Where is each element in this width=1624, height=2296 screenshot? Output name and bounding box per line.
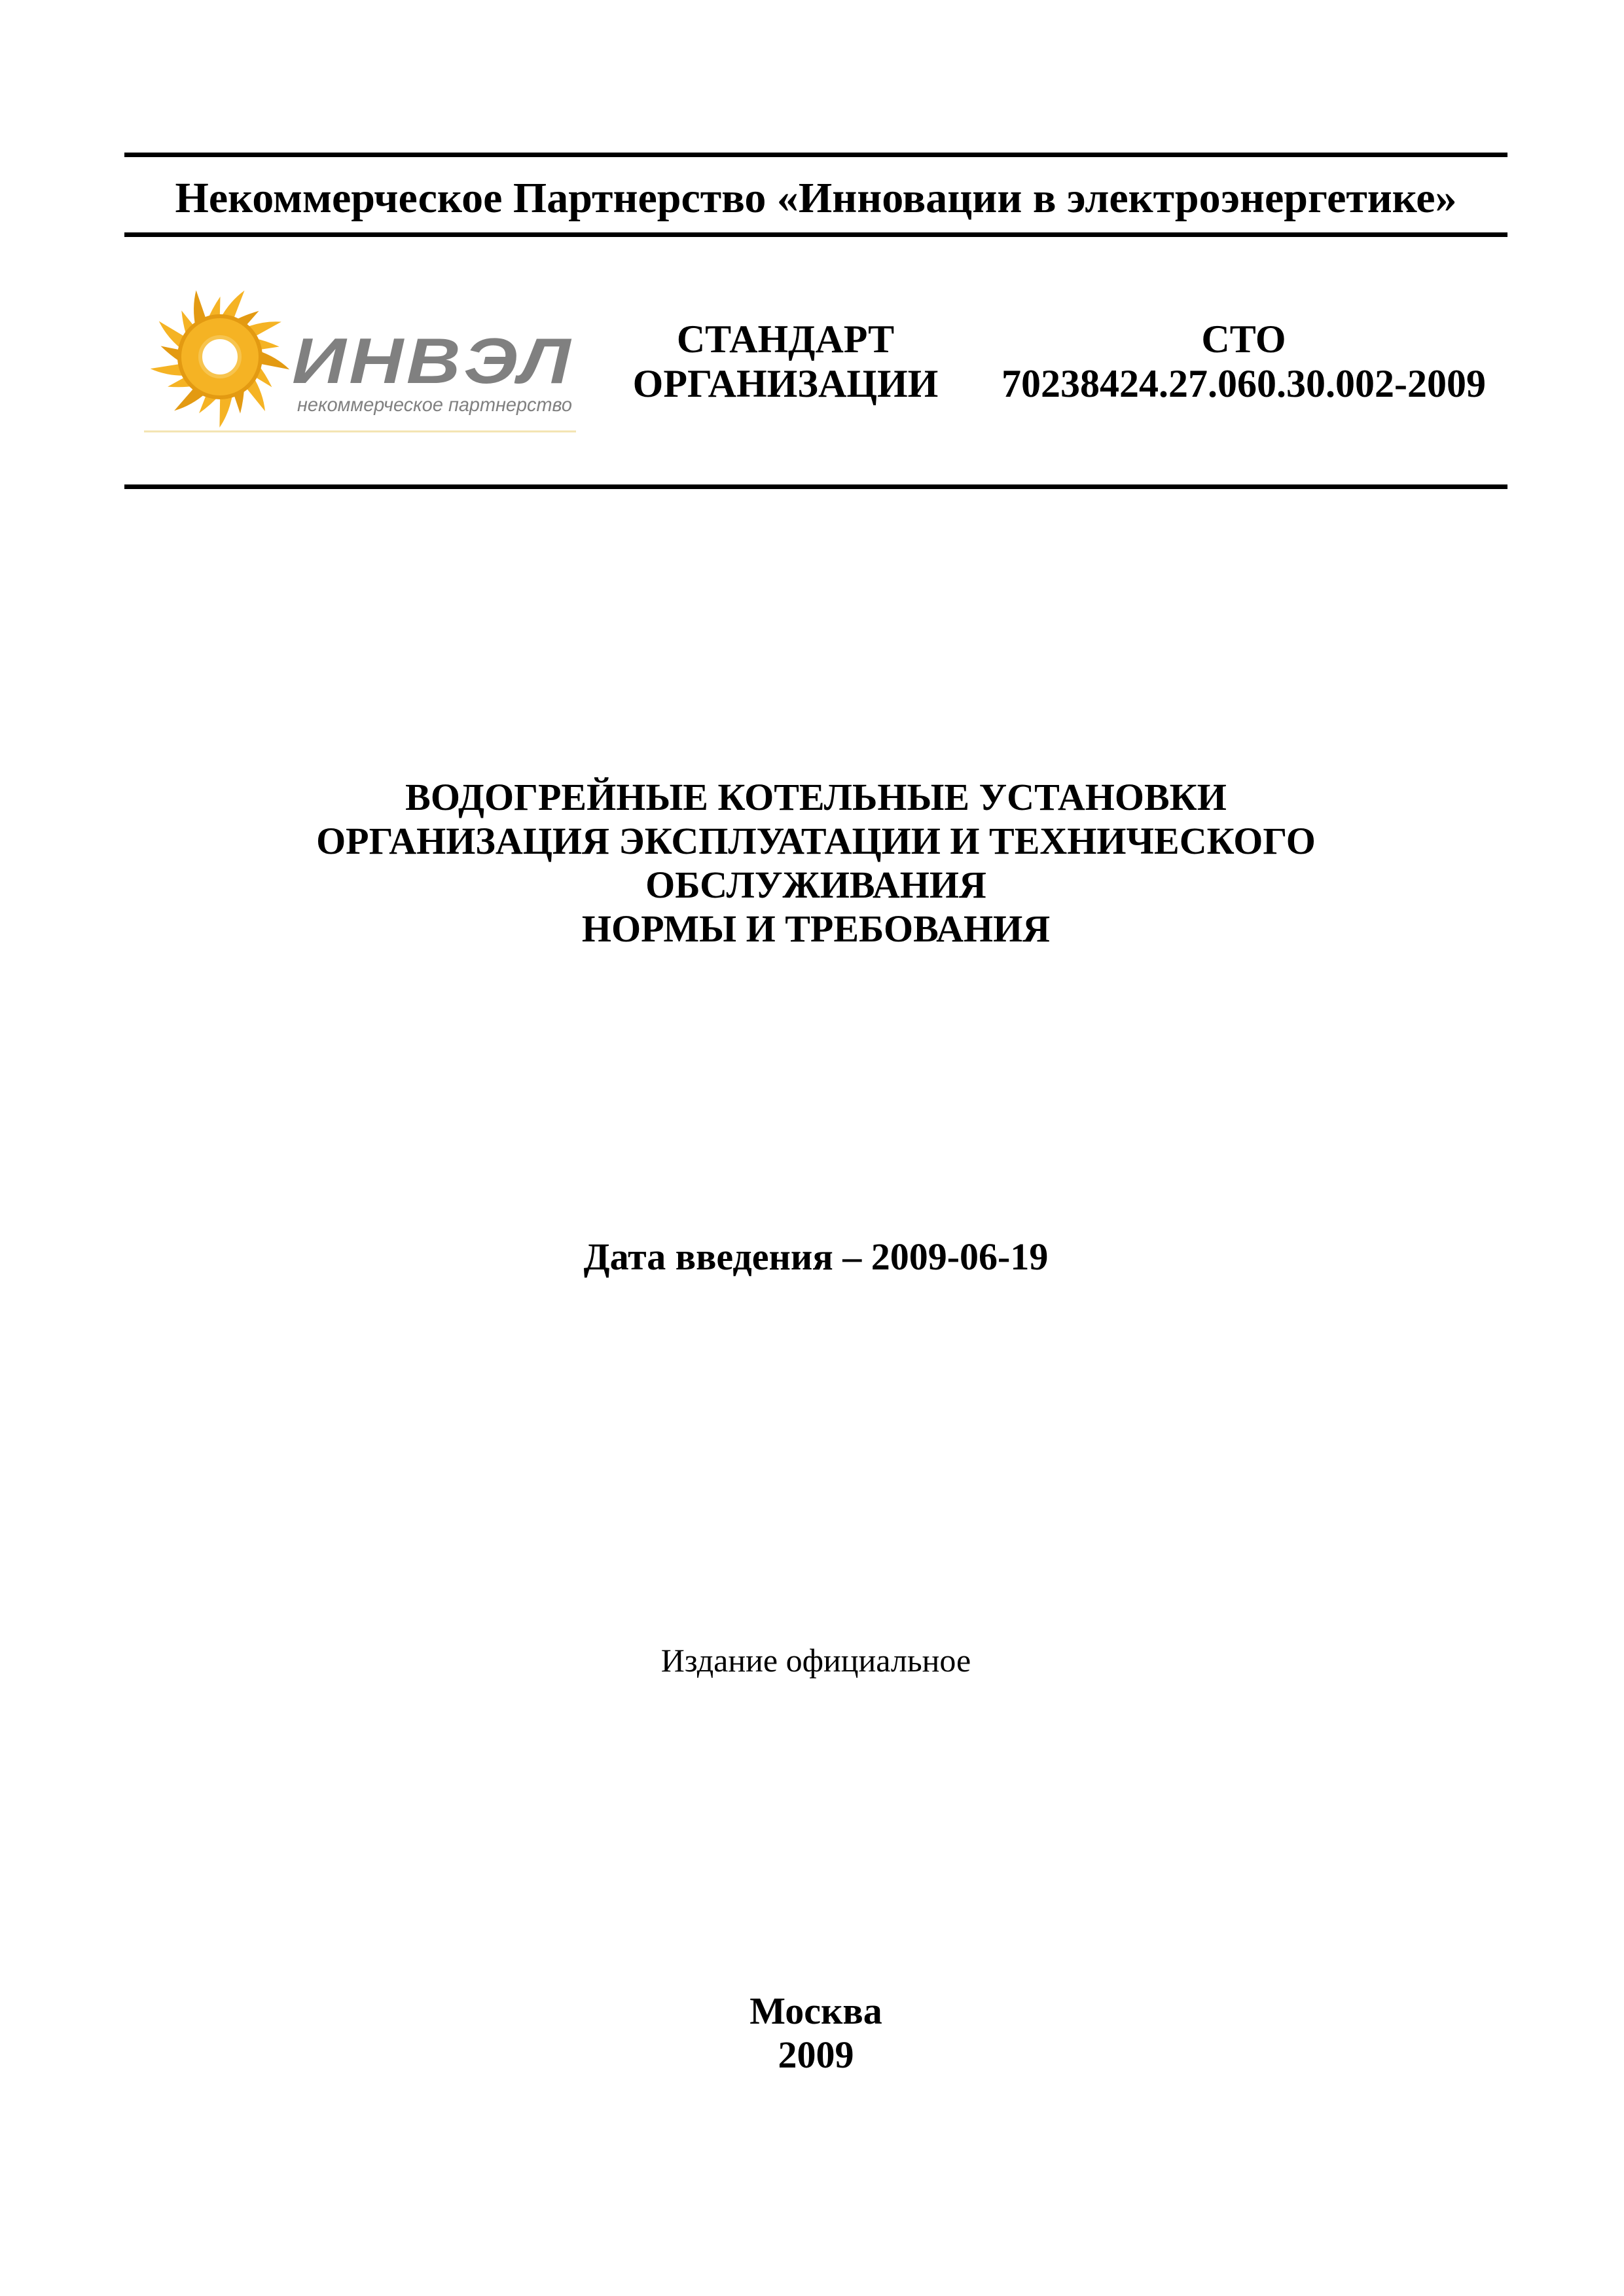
publication-city: Москва (749, 1990, 882, 2032)
header-section-rule (124, 484, 1507, 489)
introduction-date: Дата введения – 2009-06-19 (583, 1235, 1049, 1278)
standard-code-line1: СТО (1201, 318, 1286, 361)
title-line: ВОДОГРЕЙНЫЕ КОТЕЛЬНЫЕ УСТАНОВКИ (405, 776, 1227, 818)
top-rule (124, 153, 1507, 157)
standard-label-line2: ОРГАНИЗАЦИИ (632, 362, 939, 405)
edition-note: Издание официальное (660, 1642, 971, 1679)
title-line: ОРГАНИЗАЦИЯ ЭКСПЛУАТАЦИИ И ТЕХНИЧЕСКОГО (316, 820, 1316, 862)
title-line: НОРМЫ И ТРЕБОВАНИЯ (581, 907, 1051, 950)
standard-label (615, 317, 956, 406)
header-bottom-rule (124, 232, 1507, 237)
document-title (124, 775, 1507, 951)
title-line: ОБСЛУЖИВАНИЯ (645, 864, 986, 906)
standard-code-line2: 70238424.27.060.30.002-2009 (1001, 362, 1486, 405)
logo-tagline: некоммерческое партнерство (297, 394, 572, 416)
standard-label-line1: СТАНДАРТ (676, 318, 895, 361)
logo-wordmark: ИНВЭЛ (292, 325, 573, 397)
publication-year: 2009 (778, 2033, 854, 2076)
standard-code (982, 317, 1506, 406)
sun-logo-icon (140, 286, 580, 437)
organization-name: Некоммерческое Партнерство «Инновации в электроэнергетике» (175, 174, 1457, 222)
invel-logo (140, 286, 580, 437)
